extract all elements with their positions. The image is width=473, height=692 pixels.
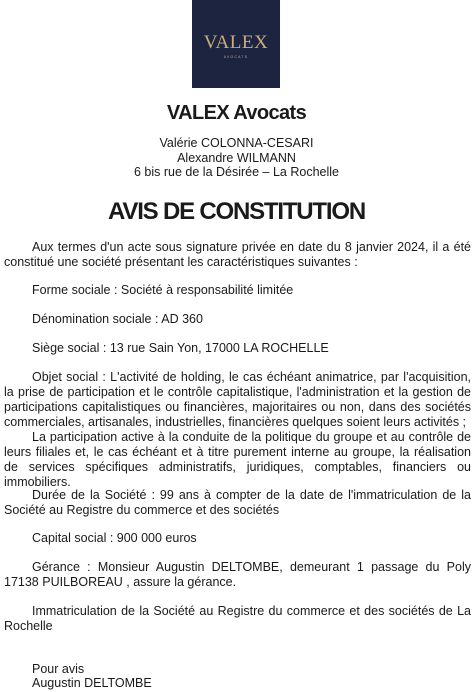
denomination-sociale: Dénomination sociale : AD 360 (32, 312, 203, 326)
objet-social-paragraph: Objet social : L'activité de holding, le cas échéant animatrice, par l'acquisition, la prise de participation et le contrôle capitalistique, l'administration et la gestion de participations capitalistiques ou financières, majoritaires ou non, dans des sociétés commerciales, artisanales, industrielles, financières quelques soient leurs activités ; (4, 370, 471, 429)
valex-logo (192, 0, 280, 88)
siege-social: Siège social : 13 rue Sain Yon, 17000 LA ROCHELLE (32, 341, 329, 355)
capital-social: Capital social : 900 000 euros (32, 531, 197, 545)
forme-sociale: Forme sociale : Société à responsabilité limitée (32, 283, 294, 297)
firm-address: 6 bis rue de la Désirée – La Rochelle (134, 165, 339, 179)
intro-paragraph: Aux termes d'un acte sous signature privée en date du 8 janvier 2024, il a été constitué une société présentant les caractéristiques suivantes : (4, 240, 471, 269)
participation-paragraph: La participation active à la conduite de la politique du groupe et au contrôle de leurs filiales et, le cas échéant et à titre purement interne au groupe, la réalisation de services spécifiques administratifs, juridiques, comptables, financiers ou immobiliers. (4, 430, 471, 489)
lawyer-name-2: Alexandre WILMANN (177, 151, 296, 165)
logo-tagline: AVOCATS (223, 55, 249, 59)
signatory-name: Augustin DELTOMBE (32, 676, 152, 690)
pour-avis: Pour avis (32, 662, 85, 676)
duree-paragraph: Durée de la Société : 99 ans à compter de la date de l'immatriculation de la Société au Registre du commerce et des sociétés (4, 488, 471, 517)
lawyer-name-1: Valérie COLONNA-CESARI (159, 136, 314, 150)
gerance-paragraph: Gérance : Monsieur Augustin DELTOMBE, demeurant 1 passage du Poly 17138 PUILBOREAU , assure la gérance. (4, 560, 471, 589)
notice-title: AVIS DE CONSTITUTION (108, 198, 365, 225)
logo-wordmark: VALEX (203, 32, 269, 53)
firm-name: VALEX Avocats (166, 102, 307, 124)
immatriculation-paragraph: Immatriculation de la Société au Registre du commerce et des sociétés de La Rochelle (4, 604, 471, 633)
